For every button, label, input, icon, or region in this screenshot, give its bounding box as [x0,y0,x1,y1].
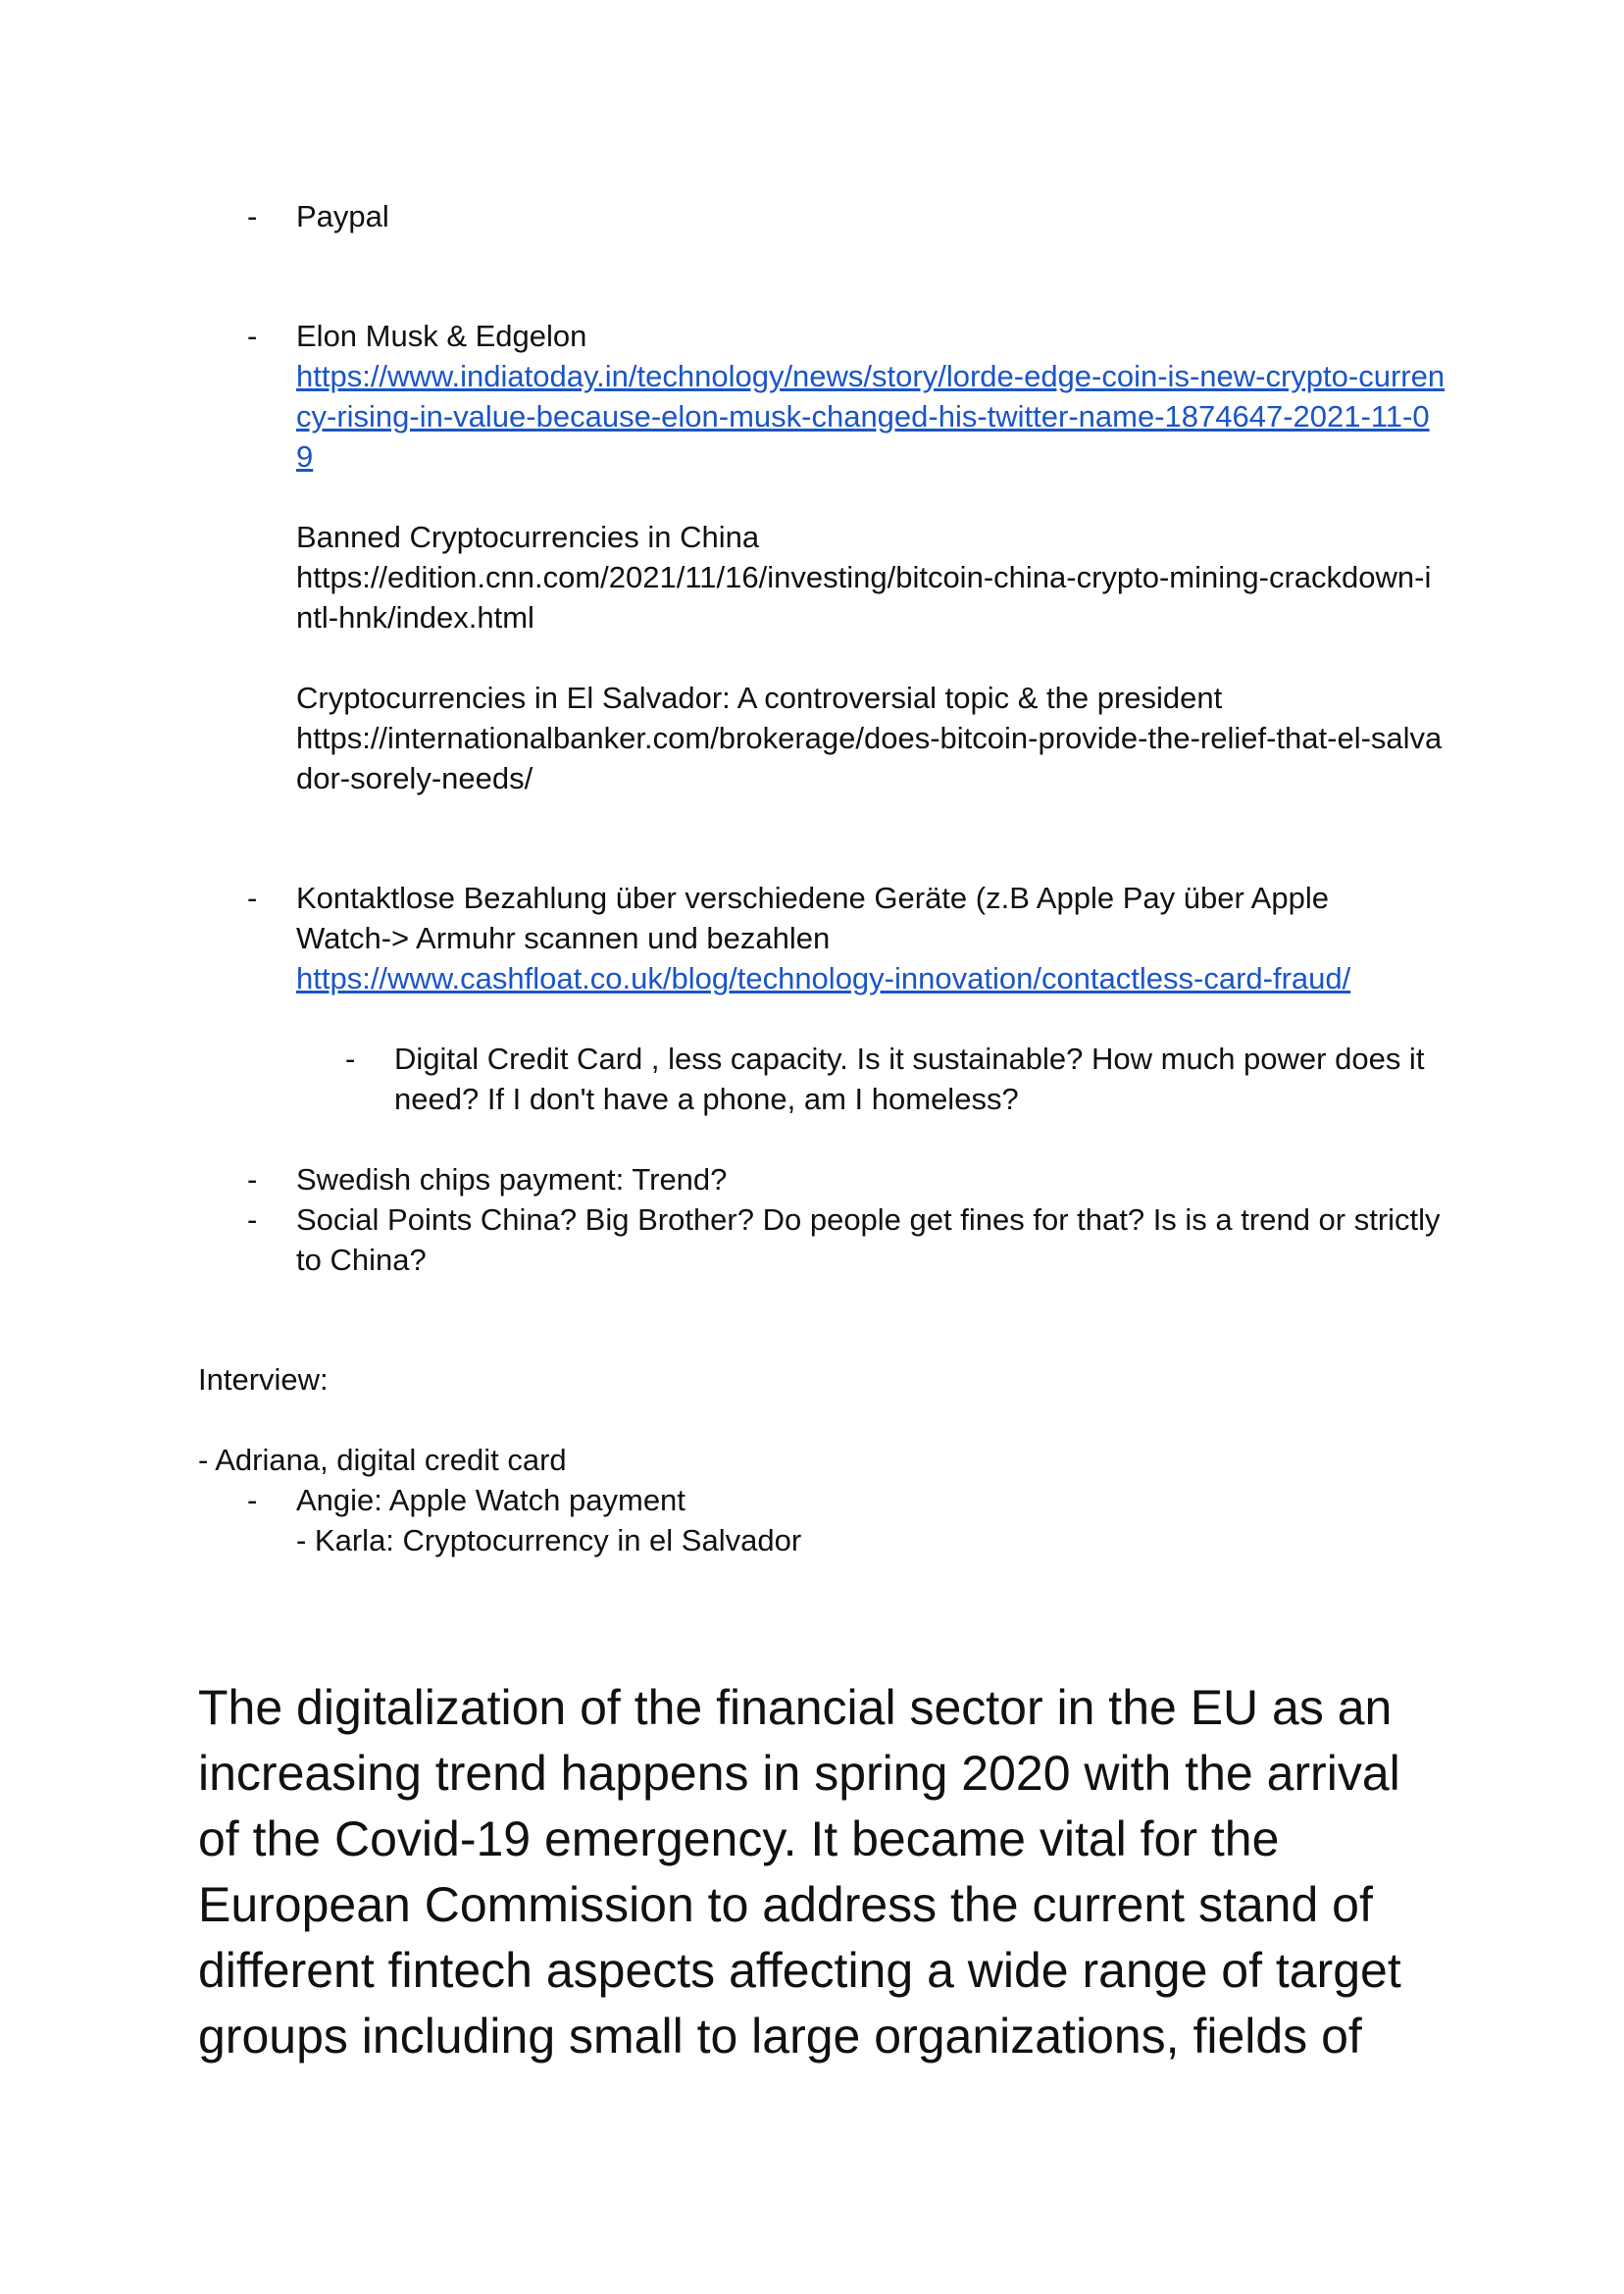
bullet-paypal: Paypal [296,199,389,233]
salvador-title: Cryptocurrencies in El Salvador: A controversial topic & the president [296,681,1223,715]
paragraph-line: European Commission to address the current stand of [198,1877,1373,1932]
salvador-url: https://internationalbanker.com/brokerage/does-bitcoin-provide-the-relief-that-el-salva [296,721,1443,755]
elon-article-link[interactable]: https://www.indiatoday.in/technology/news/story/lorde-edge-coin-is-new-crypto-curren [296,359,1446,393]
paragraph-line: groups including small to large organizations, fields of [198,2009,1362,2064]
paragraph-line: increasing trend happens in spring 2020 with the arrival [198,1746,1400,1801]
china-title: Banned Cryptocurrencies in China [296,520,760,554]
bullet-contactless: Kontaktlose Bezahlung über verschiedene Geräte (z.B Apple Pay über Apple [296,881,1329,915]
elon-article-link[interactable]: 9 [296,439,314,474]
interview-karla: - Karla: Cryptocurrency in el Salvador [296,1523,802,1557]
bullet-dash: - [247,199,258,233]
sub-bullet-digital-card: Digital Credit Card , less capacity. Is it sustainable? How much power does it [394,1042,1425,1076]
bullet-elon-title: Elon Musk & Edgelon [296,319,587,353]
interview-heading: Interview: [198,1362,329,1397]
bullet-dash: - [247,1483,258,1517]
sub-bullet-digital-card: need? If I don't have a phone, am I homeless? [394,1082,1019,1116]
interview-angie: Angie: Apple Watch payment [296,1483,685,1517]
elon-article-link[interactable]: cy-rising-in-value-because-elon-musk-changed-his-twitter-name-1874647-2021-11-0 [296,399,1430,433]
paragraph-line: different fintech aspects affecting a wide range of target [198,1943,1401,1998]
salvador-url: dor-sorely-needs/ [296,761,533,795]
bullet-contactless: Watch-> Armuhr scannen und bezahlen [296,921,831,955]
bullet-swedish: Swedish chips payment: Trend? [296,1162,728,1197]
bullet-dash: - [247,1202,258,1237]
contactless-fraud-link[interactable]: https://www.cashfloat.co.uk/blog/technology-innovation/contactless-card-fraud/ [296,961,1351,995]
bullet-social-points: to China? [296,1243,427,1277]
paragraph-line: of the Covid-19 emergency. It became vital for the [198,1811,1280,1866]
bullet-dash: - [247,881,258,915]
bullet-dash: - [247,1162,258,1197]
interview-adriana: - Adriana, digital credit card [198,1443,567,1477]
china-url: https://edition.cnn.com/2021/11/16/investing/bitcoin-china-crypto-mining-crackdown-i [296,560,1432,594]
bullet-dash: - [247,319,258,353]
sub-bullet-dash: - [345,1042,356,1076]
paragraph-line: The digitalization of the financial sector in the EU as an [198,1680,1393,1735]
bullet-social-points: Social Points China? Big Brother? Do people get fines for that? Is is a trend or strictly [296,1202,1441,1237]
china-url: ntl-hnk/index.html [296,600,534,635]
